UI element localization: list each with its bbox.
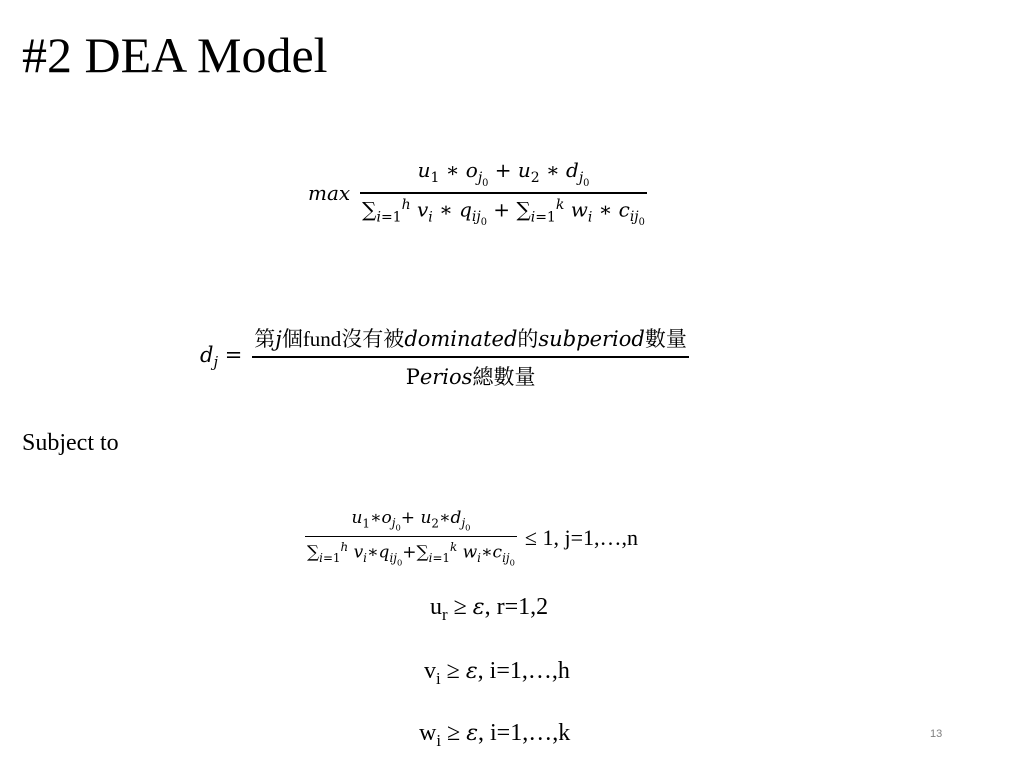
dj-definition (200, 323, 689, 391)
dj-numerator: 第j個fund沒有被dominated的subperiod數量 (254, 327, 687, 351)
ratio-constraint (305, 508, 638, 568)
dj-lhs: $d_j$ = (200, 342, 243, 372)
fraction-bar (360, 192, 647, 194)
ratio-fraction (305, 508, 517, 568)
constraint-v: $v_i \ge \varepsilon$, i=1,…,h (424, 658, 570, 688)
ratio-rhs: ≤ 1, j=1,…,n (524, 524, 638, 550)
constraint-u: $u_r \ge \varepsilon$, r=1,2 (430, 594, 549, 624)
dj-denominator: Perios總數量 (405, 365, 536, 389)
constraint-w: $w_i \ge \varepsilon$, i=1,…,k (419, 720, 571, 750)
ratio-numerator: $u_1∗o_{j_0}+$ $u_2∗d_{j_0}$ (351, 508, 471, 533)
ratio-denominator: $\sum_{i=1}^h$ $v_i∗q_{ij_0}+\sum_{i=1}^k$ $w_i∗c_{ij_0}$ (307, 540, 515, 568)
objective-equation (308, 158, 647, 228)
fraction-bar (252, 356, 689, 358)
fraction-bar (305, 536, 517, 538)
subject-to-label: Subject to (22, 430, 119, 456)
objective-fraction (360, 158, 647, 228)
slide-title: #2 DEA Model (22, 27, 328, 83)
max-operator: max (308, 181, 351, 206)
objective-numerator: $u_1$ ∗ $o_{j_0} + u_2$ ∗ $d_{j_0}$ (417, 158, 590, 189)
dj-fraction (252, 323, 689, 391)
objective-denominator: $\sum_{i=1}^h$ $v_i$ ∗ $q_{ij_0} + \sum_{i=1}^k$ $w_i$ ∗ $c_{ij_0}$ (362, 196, 645, 229)
page-number: 13 (930, 728, 943, 740)
